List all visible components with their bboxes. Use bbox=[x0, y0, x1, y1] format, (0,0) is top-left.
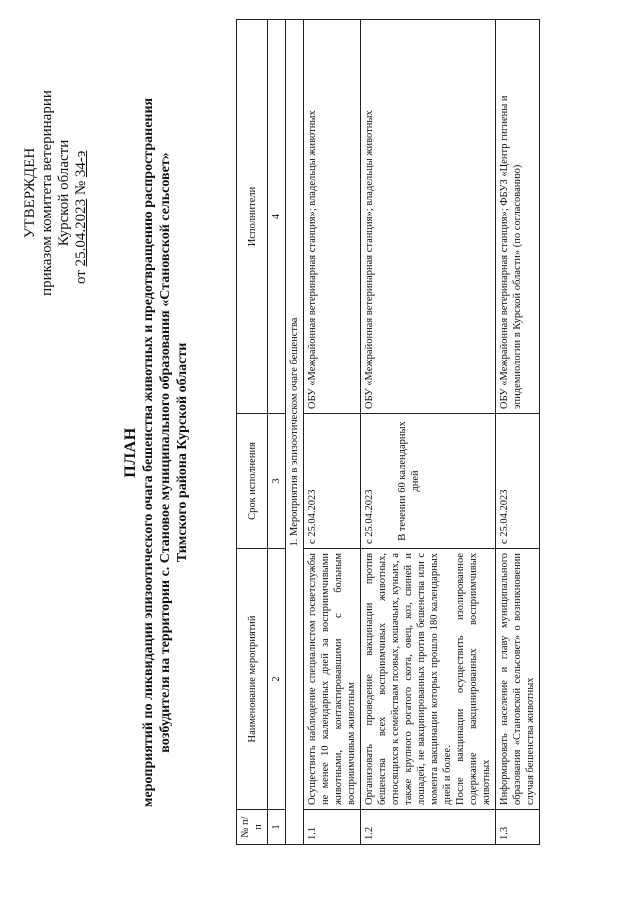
row-term bbox=[361, 414, 496, 549]
approval-stamp bbox=[22, 68, 90, 318]
approval-prefix: от bbox=[73, 270, 89, 284]
plan-table bbox=[236, 19, 540, 845]
table-row bbox=[361, 20, 496, 845]
title-line-2: возбудителя на территории с. Становое муниципального образования «Становской сельсовет» bbox=[158, 152, 173, 753]
row-text-followup: После вакцинации осуществить изолированное содержание вакцинированных восприимчивых животных bbox=[455, 553, 492, 805]
row-text: Информировать население и главу муниципального образования «Становской сельсовет» о возникновении случая бешенства животных bbox=[496, 549, 540, 810]
title-line-3: Тимского района Курской области bbox=[175, 342, 190, 563]
col-number: 1 bbox=[268, 810, 286, 845]
row-num: 1.1 bbox=[304, 810, 361, 845]
plan-heading: ПЛАН bbox=[122, 427, 139, 478]
row-num: 1.3 bbox=[496, 810, 540, 845]
section-title: 1. Мероприятия в эпизоотическом очаге бешенства bbox=[286, 20, 304, 845]
approval-order: приказом комитета ветеринарии bbox=[39, 90, 55, 296]
header-name: Наименование мероприятий bbox=[237, 549, 268, 810]
table-row bbox=[304, 20, 361, 845]
row-term bbox=[496, 414, 540, 549]
column-number-row bbox=[268, 20, 286, 845]
row-num: 1.2 bbox=[361, 810, 496, 845]
header-term: Срок исполнения bbox=[237, 414, 268, 549]
approval-authority: Курской области bbox=[56, 139, 72, 247]
col-number: 2 bbox=[268, 549, 286, 810]
row-executors: ОБУ «Межрайонная ветеринарная станция»; ФБУЗ «Центр гигиены и эпидемиологии в Курской области» (по согласованию) bbox=[496, 20, 540, 414]
approval-date-line bbox=[73, 68, 90, 318]
table-header-row bbox=[237, 20, 268, 845]
row-text-main: Организовать проведение вакцинации против бешенства всех восприимчивых животных, относящихся к семействам псовых, кошачьих, куньих, а также крупного рогатого скота, овец, коз, свиней и лошадей, не вакцинированных против бешенства или с момента вакцинации которых прошло 180 календарных дней и более. bbox=[364, 553, 453, 805]
header-num: № п/п bbox=[237, 810, 268, 845]
row-term bbox=[304, 414, 361, 549]
table-row bbox=[496, 20, 540, 845]
row-term-date: с 25.04.2023 bbox=[364, 489, 375, 544]
row-executors: ОБУ «Межрайонная ветеринарная станция»; владельцы животных bbox=[361, 20, 496, 414]
col-number: 4 bbox=[268, 20, 286, 414]
title-line-1: мероприятий по ликвидации эпизоотического очага бешенства животных и предотвращению распространения bbox=[141, 97, 156, 808]
row-text: Осуществить наблюдение специалистом госветслужбы не менее 10 календарных дней за восприимчивыми животными, контактировавшими с больным восприимчивым животным bbox=[304, 549, 361, 810]
row-term-duration: В течении 60 календарных дней bbox=[397, 421, 421, 541]
approval-date: 25.04.2023 bbox=[73, 198, 89, 267]
row-term-date: с 25.04.2023 bbox=[499, 489, 510, 544]
header-executors: Исполнители bbox=[237, 20, 268, 414]
section-row bbox=[286, 20, 304, 845]
document-title bbox=[122, 0, 191, 905]
spacer bbox=[376, 418, 396, 544]
row-term-date: с 25.04.2023 bbox=[307, 489, 318, 544]
approval-num-sign: № bbox=[73, 180, 89, 196]
approval-number: 34-э bbox=[73, 150, 89, 178]
row-executors: ОБУ «Межрайонная ветеринарная станция»; владельцы животных bbox=[304, 20, 361, 414]
col-number: 3 bbox=[268, 414, 286, 549]
row-text bbox=[361, 549, 496, 810]
approval-title: УТВЕРЖДЕН bbox=[22, 147, 38, 239]
